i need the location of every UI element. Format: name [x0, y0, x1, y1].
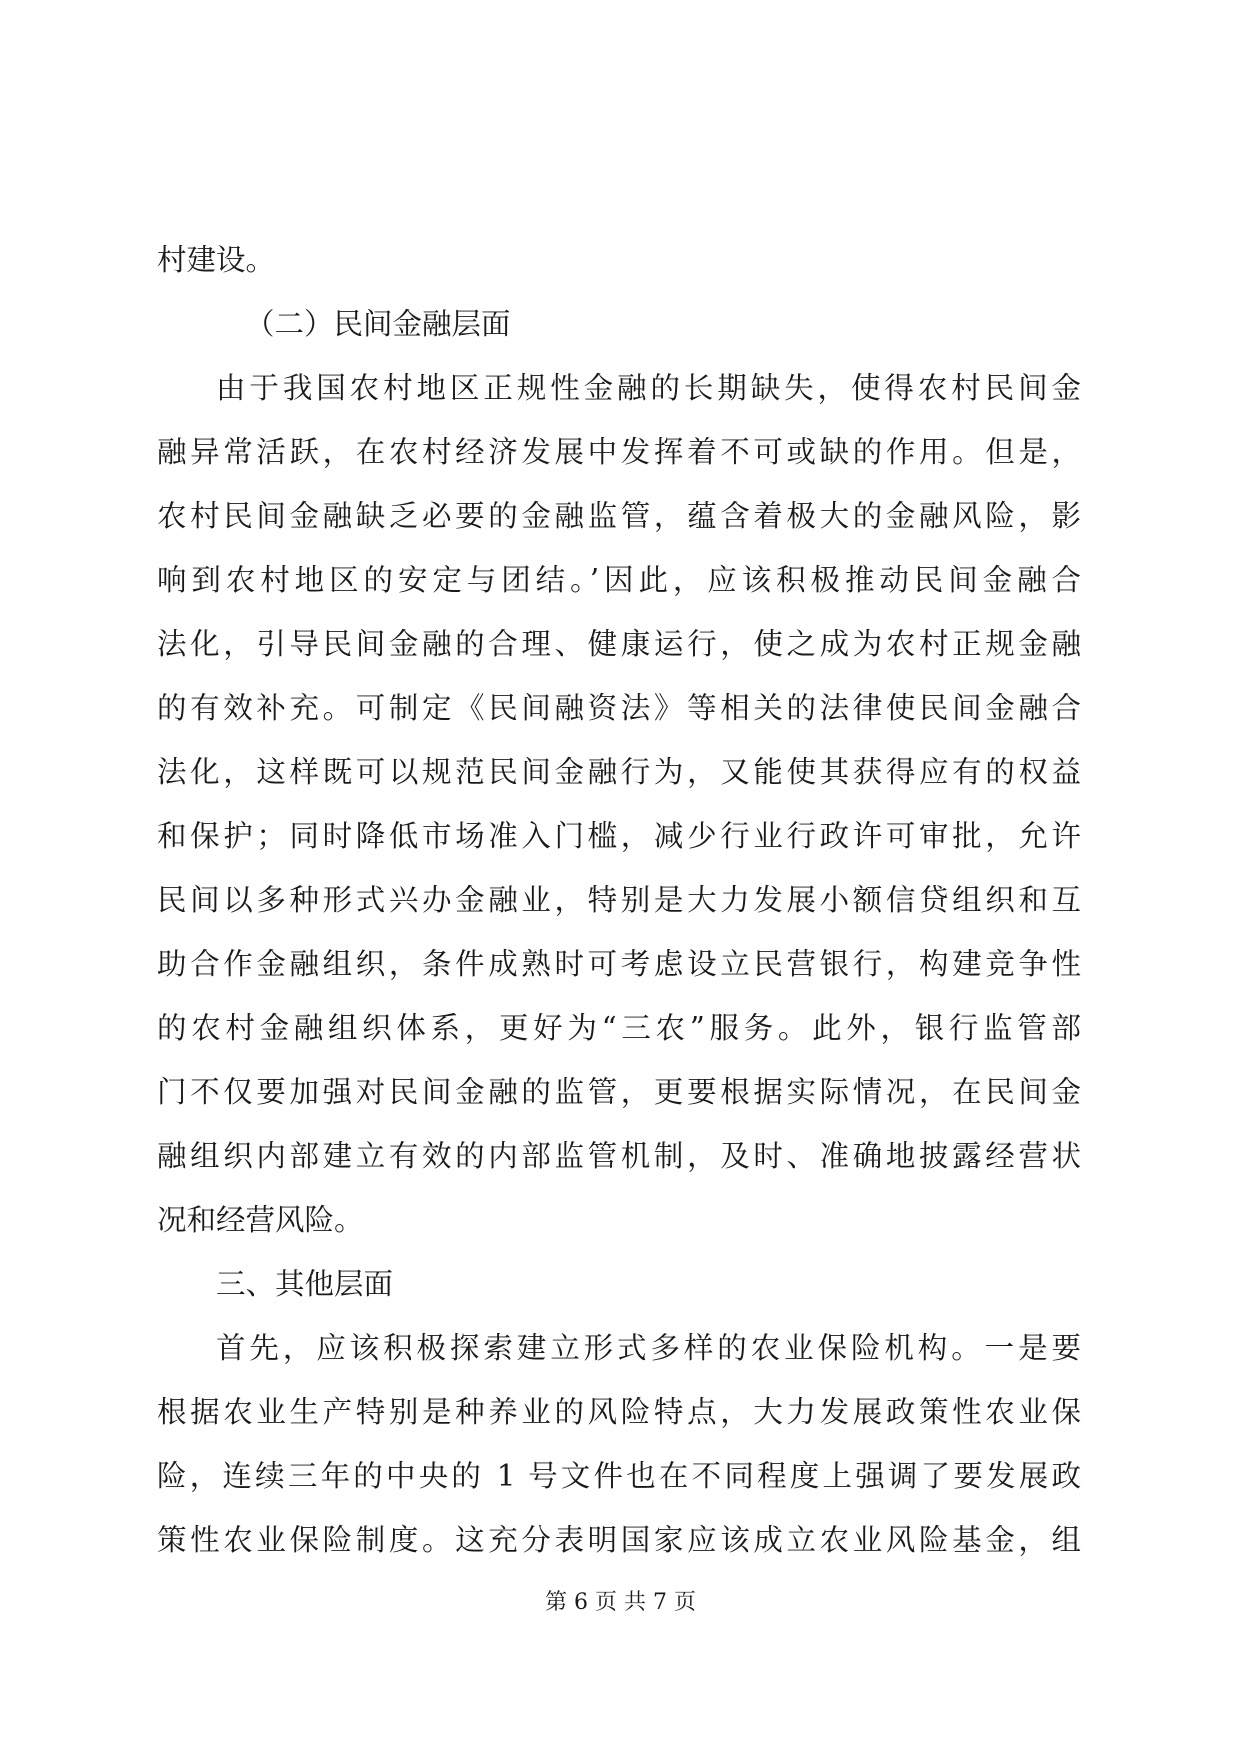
text-line: 险，连续三年的中央的 1 号文件也在不同程度上强调了要发展政	[157, 1459, 1081, 1493]
text-line: 融异常活跃，在农村经济发展中发挥着不可或缺的作用。但是，	[157, 435, 1081, 469]
text-line: 由于我国农村地区正规性金融的长期缺失，使得农村民间金	[216, 371, 1081, 405]
text-line: 响到农村地区的安定与团结。’因此，应该积极推动民间金融合	[157, 563, 1081, 597]
text-line: 助合作金融组织，条件成熟时可考虑设立民营银行，构建竞争性	[157, 947, 1081, 981]
text-line: 策性农业保险制度。这充分表明国家应该成立农业风险基金，组	[157, 1523, 1081, 1557]
document-body	[157, 228, 1081, 1572]
text-line: 况和经营风险。	[157, 1203, 364, 1237]
section-heading: 三、其他层面	[216, 1267, 394, 1301]
text-line: 村建设。	[157, 243, 276, 277]
text-line: 融组织内部建立有效的内部监管机制，及时、准确地披露经营状	[157, 1139, 1081, 1173]
text-line: 门不仅要加强对民间金融的监管，更要根据实际情况，在民间金	[157, 1075, 1081, 1109]
section-heading: （二）民间金融层面	[245, 307, 511, 341]
text-line: 根据农业生产特别是种养业的风险特点，大力发展政策性农业保	[157, 1395, 1081, 1429]
text-line: 民间以多种形式兴办金融业，特别是大力发展小额信贷组织和互	[157, 883, 1081, 917]
text-line: 农村民间金融缺乏必要的金融监管，蕴含着极大的金融风险，影	[157, 499, 1081, 533]
page-footer: 第 6 页 共 7 页	[545, 1590, 696, 1615]
text-line: 法化，这样既可以规范民间金融行为，又能使其获得应有的权益	[157, 755, 1081, 789]
text-line: 法化，引导民间金融的合理、健康运行，使之成为农村正规金融	[157, 627, 1081, 661]
text-line: 的农村金融组织体系，更好为“三农”服务。此外，银行监管部	[157, 1011, 1081, 1045]
text-line: 的有效补充。可制定《民间融资法》等相关的法律使民间金融合	[157, 691, 1081, 725]
text-line: 和保护；同时降低市场准入门槛，减少行业行政许可审批，允许	[157, 819, 1081, 853]
text-line: 首先，应该积极探索建立形式多样的农业保险机构。一是要	[216, 1331, 1081, 1365]
